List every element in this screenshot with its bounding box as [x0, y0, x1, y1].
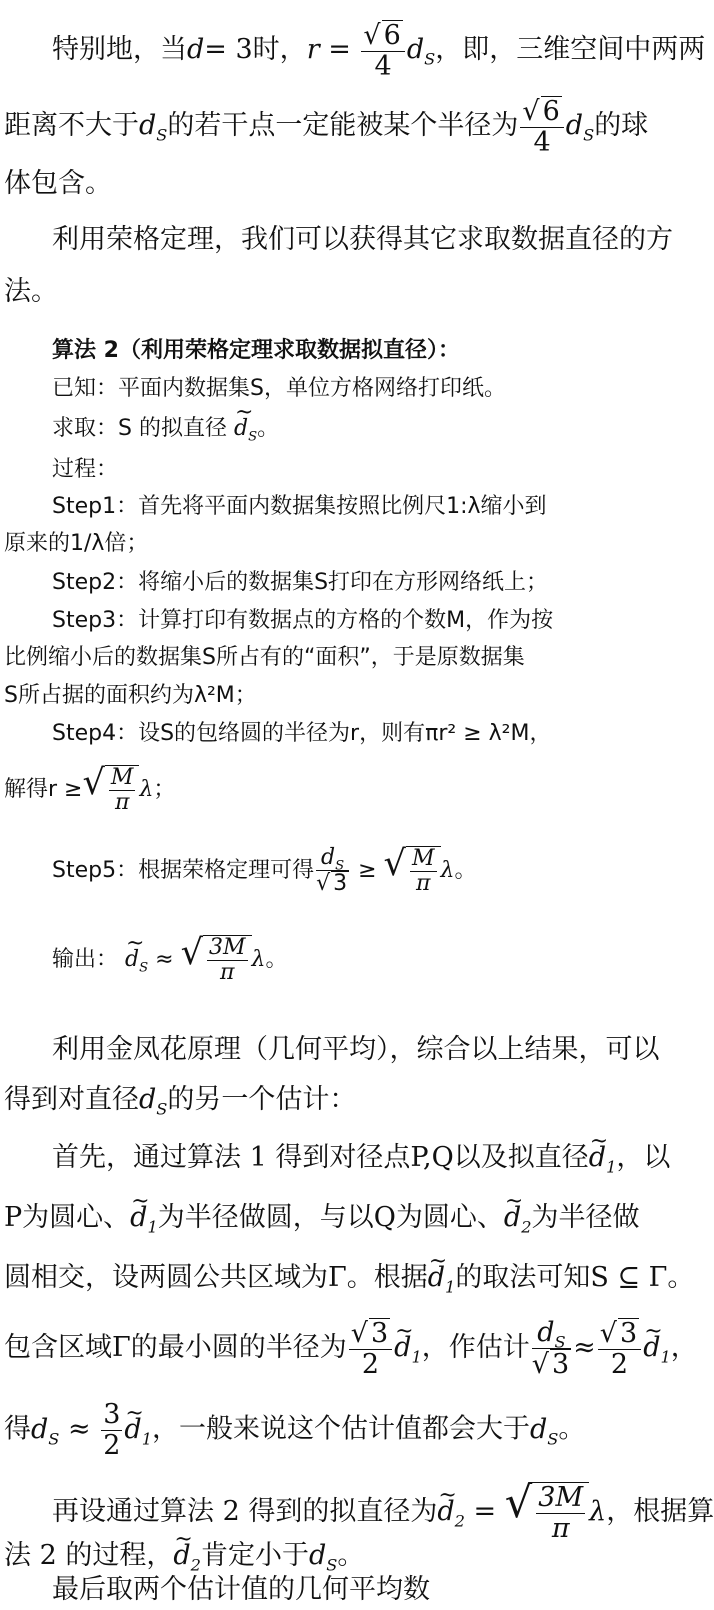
sqrt-M-over-pi: √ $\frac{M}{\pi}$ — [82, 765, 139, 815]
text: 的球 — [594, 110, 649, 142]
para1-line2 — [4, 96, 648, 157]
text: = — [319, 34, 360, 66]
text: 的若干点一定能被某个半径为 — [167, 110, 519, 142]
text: 特别地，当 — [52, 34, 187, 66]
den: 4 — [374, 50, 392, 82]
alg-title: 算法 2（利用荣格定理求取数据拟直径）： — [52, 338, 460, 363]
para3-line4: P为圆心、~ $d_1$为半径做圆，与以Q为圆心、~ $d_2$为半径做 — [4, 1200, 640, 1236]
var-r: r — [306, 34, 320, 66]
var-ds-tilde: ~ $d_S$ — [234, 414, 257, 444]
para4-line2: 法 2 的过程，~ $d_2$肯定小于$d_S$。 — [4, 1538, 364, 1574]
alg-step3c: S所占据的面积约为λ²M； — [4, 683, 257, 708]
alg-step2: Step2：将缩小后的数据集S打印在方形网络纸上； — [52, 570, 549, 595]
text: 体包含。 — [4, 168, 112, 199]
para1-line3 — [4, 166, 112, 202]
alg-process: 过程： — [52, 457, 119, 482]
text: 距离不大于 — [4, 110, 139, 142]
para3-line6: 包含区域Γ的最小圆的半径为 $\frac{√ 3}{2}$ ~ $d_1$，作估计 $\frac{d_S}{√ 3}$ ≈ $\frac{√ 3}{2}$ ~ $d_1$， — [4, 1318, 698, 1379]
para2-line1: 利用荣格定理，我们可以获得其它求取数据直径的方 — [52, 224, 673, 255]
alg-find: 求取：S 的拟直径 ~ $d_S$。 — [52, 414, 279, 444]
para3-line7: 得$d_S$ ≈ $\frac{3}{2}$ ~ $d_1$，一般来说这个估计值都会大于$d_S$。 — [4, 1400, 585, 1460]
alg-step5: Step5：根据荣格定理可得 $\frac{d_S}{√ 3}$ ≥ √ $\frac{M}{\pi}$ λ。 — [52, 843, 477, 897]
var-d: d — [187, 34, 205, 66]
frac-sqrt6-over-4: $\frac{√ 6}{4}$ — [520, 96, 563, 157]
para3-line1: 利用金凤花原理（几何平均），综合以上结果，可以 — [52, 1034, 660, 1065]
sqrt-3M-over-pi: √ $\frac{3M}{\pi}$ — [181, 935, 252, 985]
sqrt-M-over-pi: √ $\frac{M}{\pi}$ — [384, 846, 441, 896]
frac-ds-over-sqrt3: $\frac{d_S}{√ 3}$ — [316, 845, 348, 897]
alg-output: 输出： ~ $d_S$ ≈ √ $\frac{3M}{\pi}$ λ。 — [52, 935, 288, 985]
text: ，即，三维空间中两两 — [435, 34, 706, 66]
var-ds: $d_S$ — [406, 34, 436, 69]
text: = 3时， — [204, 34, 307, 66]
frac-sqrt6-over-4: $\frac{√ 6}{4}$ — [361, 20, 404, 81]
alg-known: 已知：平面内数据集S，单位方格网络打印纸。 — [52, 376, 506, 401]
para2-line2: 法。 — [4, 276, 58, 307]
para3-line5: 圆相交，设两圆公共区域为Γ。根据~ $d_1$的取法可知S ⊆ Γ。 — [4, 1260, 694, 1296]
alg-step3a: Step3：计算打印有数据点的方格的个数M，作为按 — [52, 608, 554, 633]
alg-step1a: Step1：首先将平面内数据集按照比例尺1:λ缩小到 — [52, 494, 547, 519]
var-ds: $d_S$ — [139, 110, 168, 145]
alg-step3b: 比例缩小后的数据集S所占有的“面积”，于是原数据集 — [4, 645, 525, 670]
num: 6 — [383, 20, 401, 51]
var-ds: $d_S$ — [565, 110, 595, 145]
para1-line1 — [52, 20, 705, 81]
para3-line2: 得到对直径$d_S$的另一个估计： — [4, 1084, 357, 1119]
para3-line3: 首先，通过算法 1 得到对径点P,Q以及拟直径~ $d_1$，以 — [52, 1140, 670, 1176]
para4-line3: 最后取两个估计值的几何平均数 — [52, 1574, 430, 1605]
alg-step4a: Step4：设S的包络圆的半径为r，则有πr² ≥ λ²M， — [52, 721, 552, 746]
alg-step4b: 解得r ≥ √ $\frac{M}{\pi}$ λ； — [4, 762, 176, 816]
alg-step1b: 原来的1/λ倍； — [4, 531, 149, 556]
para4-line1: 再设通过算法 2 得到的拟直径为~ $d_2$ = √ $\frac{3M}{\pi}$ λ，根据算 — [52, 1482, 714, 1543]
var-ds-tilde: ~ $d_S$ — [125, 945, 148, 975]
